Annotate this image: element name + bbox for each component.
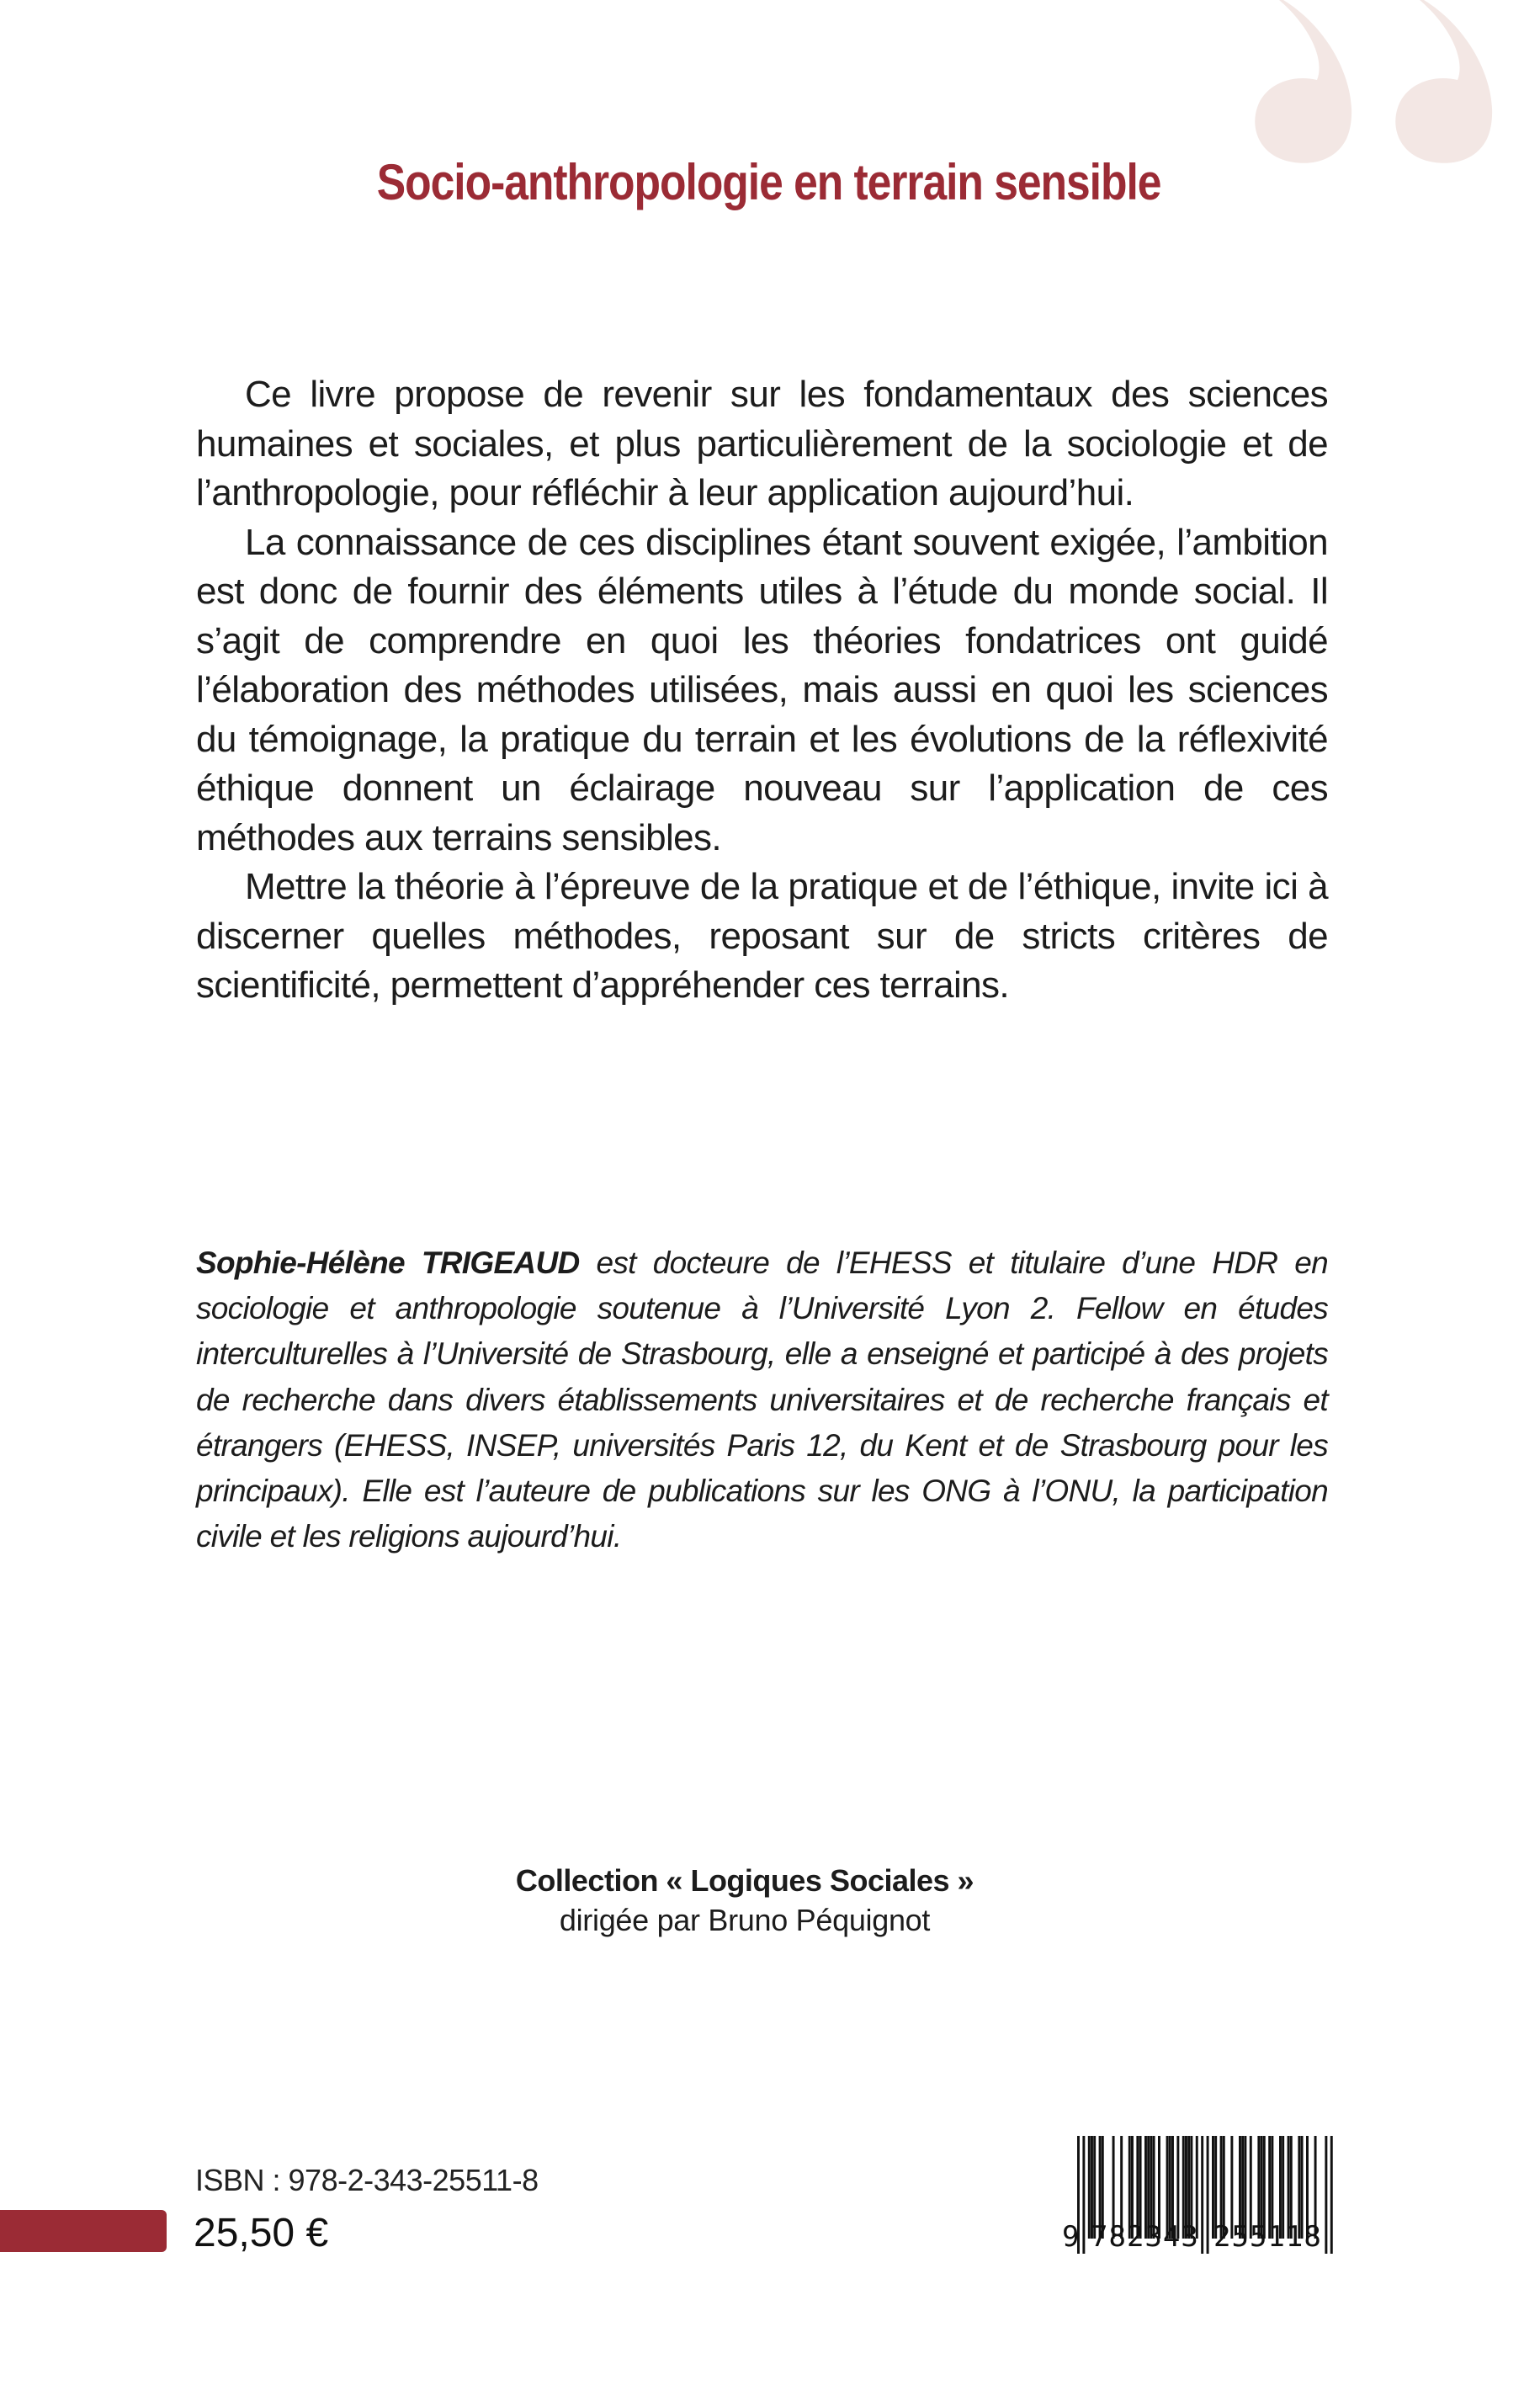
barcode-digit-group-left: 782343 [1091,2220,1199,2254]
summary-paragraph: Mettre la théorie à l’épreuve de la pratique et de l’éthique, invite ici à discerner quelles méthodes, reposant sur de stricts critères de scientificité, permettent d’appréhender ces terrains. [196,866,1328,1006]
collection-info [0,1860,1540,1939]
price-accent-bar [0,2210,167,2252]
isbn: ISBN : 978-2-343-25511-8 [195,2163,539,2197]
barcode-digit-lead: 9 [1062,2220,1080,2254]
summary-paragraph: Ce livre propose de revenir sur les fondamentaux des sciences humaines et sociales, et plus particulièrement de la sociologie et de l’anthropologie, pour réfléchir à leur application aujourd’hui. [196,374,1328,513]
book-summary [196,370,1328,1011]
book-title: Socio-anthropologie en terrain sensible [376,154,1161,210]
collection-director: dirigée par Bruno Péquignot [559,1903,931,1937]
quote-glyphs [1255,0,1492,163]
author-bio [196,1240,1328,1559]
author-bio-paragraph [196,1240,1328,1559]
summary-paragraph: La connaissance de ces disciplines étant souvent exigée, l’ambition est donc de fournir des éléments utiles à l’étude du monde social. Il s’agit de comprendre en quoi les théories fondatrices ont guidé l’élaboration des méthodes utilisées, mais aussi en quoi les sciences du témoignage, la pratique du terrain et les évolutions de la réflexivité éthique donnent un éclairage nouveau sur l’application de ces méthodes aux terrains sensibles. [196,521,1328,858]
author-bio-text: est docteure de l’EHESS et titulaire d’une HDR en sociologie et anthropologie soutenue à l’Université Lyon 2. Fellow en études interculturelles à l’Université de Strasbourg, elle a enseigné et participé à des projets de recherche dans divers établissements universitaires et de recherche français et étrangers (EHESS, INSEP, universités Paris 12, du Kent et de Strasbourg pour les principaux). Elle est l’auteure de publications sur les ONG à l’ONU, la participation civile et les religions aujourd’hui. [196,1246,1328,1554]
barcode-digit-group-right: 255118 [1213,2220,1322,2254]
quote-glyph-left [1255,0,1351,163]
collection-name: Collection « Logiques Sociales » [515,1863,974,1898]
barcode-digits [1062,2220,1340,2262]
closing-quote-icon [1237,0,1515,168]
author-name: Sophie-Hélène TRIGEAUD [196,1246,580,1280]
price: 25,50 € [194,2211,329,2255]
quote-glyph-right [1395,0,1492,163]
